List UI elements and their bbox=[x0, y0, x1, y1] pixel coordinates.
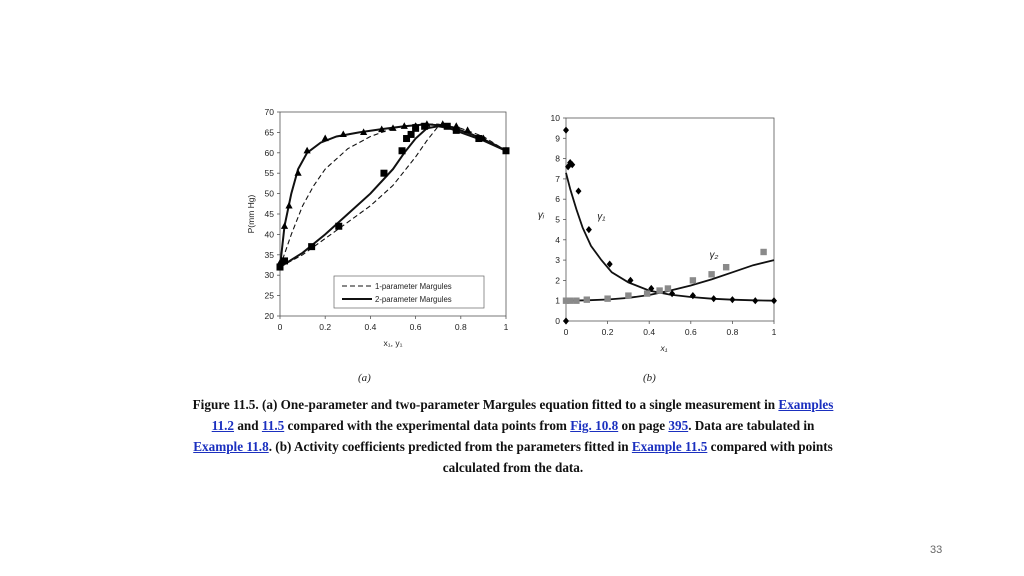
chart-b-square-point bbox=[760, 249, 766, 255]
page-number: 33 bbox=[930, 544, 943, 556]
caption-text: and bbox=[234, 418, 262, 433]
chart-b-y-tick-label: 9 bbox=[555, 133, 560, 144]
chart-b-annotation-gamma2: γ₂ bbox=[709, 250, 719, 262]
chart-a-triangle-point bbox=[322, 135, 329, 142]
chart-a-y-tick-label: 40 bbox=[264, 229, 274, 240]
chart-a-y-tick-label: 70 bbox=[264, 107, 274, 117]
caption-text: . Data are tabulated in bbox=[688, 418, 815, 433]
chart-b-y-tick-label: 4 bbox=[555, 234, 560, 245]
caption-text: Figure 11.5. (a) One-parameter and two-parameter Margules equation fitted to a single measurement in bbox=[192, 397, 779, 412]
chart-b-annotation-gamma1: γ₁ bbox=[597, 211, 606, 223]
chart-b-y-tick-label: 8 bbox=[555, 153, 560, 164]
chart-a-y-axis-label: P(mm Hg) bbox=[246, 194, 256, 234]
caption-text: compared with the experimental data points from bbox=[284, 418, 571, 433]
chart-a-legend-label: 2-parameter Margules bbox=[375, 295, 452, 304]
chart-b-y-tick-label: 1 bbox=[555, 295, 560, 306]
chart-a-triangle-point bbox=[281, 222, 288, 229]
chart-b-diamond-point bbox=[563, 127, 569, 134]
chart-b-series-1-line bbox=[566, 173, 774, 301]
link-11-5[interactable]: 11.5 bbox=[261, 418, 285, 433]
chart-a-square-point bbox=[277, 264, 284, 271]
chart-b-square-point bbox=[584, 296, 590, 302]
chart-b-x-tick-label: 1 bbox=[771, 327, 777, 337]
chart-a-sublabel: (a) bbox=[358, 372, 371, 384]
chart-a-square-point bbox=[444, 123, 451, 130]
chart-a-triangle-point bbox=[285, 202, 292, 209]
chart-b-x-tick-label: 0.8 bbox=[726, 327, 739, 337]
chart-a-y-tick-label: 50 bbox=[264, 188, 274, 199]
chart-a-square-point bbox=[399, 147, 406, 154]
chart-b-y-tick-label: 6 bbox=[555, 194, 560, 205]
chart-b-square-point bbox=[567, 298, 573, 304]
chart-a-y-tick-label: 45 bbox=[264, 209, 274, 219]
chart-a-x-tick-label: 0.8 bbox=[454, 322, 467, 332]
chart-a-x-tick-label: 0.4 bbox=[364, 322, 377, 332]
link-example-11-8[interactable]: Example 11.8 bbox=[193, 439, 269, 454]
link-examples-11-2[interactable]: Examples 11.2 bbox=[211, 397, 834, 433]
chart-a-square-point bbox=[380, 170, 387, 177]
chart-b-diamond-point bbox=[563, 317, 569, 324]
chart-a-square-point bbox=[503, 147, 510, 154]
chart-b-x-tick-label: 0.6 bbox=[684, 327, 697, 337]
chart-a-x-tick-label: 0.6 bbox=[409, 322, 422, 332]
chart-a-y-tick-label: 25 bbox=[264, 290, 274, 301]
chart-a-triangle-point bbox=[294, 169, 301, 176]
link-fig-10-8[interactable]: Fig. 10.8 bbox=[570, 418, 619, 433]
chart-a-y-tick-label: 35 bbox=[264, 249, 274, 260]
chart-b-y-tick-label: 3 bbox=[555, 255, 560, 266]
link-example-11-5[interactable]: Example 11.5 bbox=[631, 439, 708, 454]
chart-b-square-point bbox=[604, 295, 610, 301]
chart-b-diamond-point bbox=[771, 297, 777, 304]
chart-a-square-point bbox=[453, 127, 460, 134]
chart-a-triangle-point bbox=[464, 126, 471, 133]
chart-b-diamond-point bbox=[752, 297, 758, 304]
chart-a-triangle-point bbox=[340, 130, 347, 137]
chart-b-square-point bbox=[573, 298, 579, 304]
caption-text: compared with points calculated from the data. bbox=[442, 439, 833, 475]
chart-a-y-tick-label: 55 bbox=[264, 168, 274, 179]
chart-b-square-point bbox=[708, 271, 714, 277]
chart-b-square-point bbox=[656, 287, 662, 293]
chart-b-diamond-point bbox=[575, 187, 581, 194]
chart-b-x-axis-label: x₁ bbox=[660, 343, 668, 353]
chart-b-y-tick-label: 10 bbox=[550, 113, 560, 123]
chart-b-sublabel: (b) bbox=[643, 372, 656, 384]
chart-b-square-point bbox=[690, 277, 696, 283]
chart-b-diamond-point bbox=[711, 295, 717, 302]
chart-a-legend-label: 1-parameter Margules bbox=[375, 282, 452, 291]
chart-b-square-point bbox=[665, 285, 671, 291]
chart-a-square-point bbox=[421, 123, 428, 130]
chart-a-x-tick-label: 1 bbox=[503, 322, 509, 332]
chart-b-x-tick-label: 0.4 bbox=[643, 327, 656, 337]
caption-text: . (b) Activity coefficients predicted from the parameters fitted in bbox=[268, 439, 632, 454]
chart-a-x-axis-label: x₁, y₁ bbox=[383, 338, 403, 348]
chart-a-y-tick-label: 65 bbox=[264, 127, 274, 138]
link-page-395[interactable]: 395 bbox=[668, 418, 689, 433]
chart-a-square-point bbox=[412, 125, 419, 132]
chart-b-y-tick-label: 5 bbox=[555, 214, 560, 225]
chart-a-pt-xy bbox=[240, 100, 520, 362]
chart-a-square-point bbox=[308, 243, 315, 250]
chart-a-x-tick-label: 0 bbox=[277, 322, 283, 332]
chart-a-y-tick-label: 30 bbox=[264, 270, 274, 281]
chart-a-square-point bbox=[408, 131, 415, 138]
chart-b-square-point bbox=[625, 292, 631, 298]
chart-b-square-point bbox=[644, 290, 650, 296]
caption-text: on page bbox=[618, 418, 669, 433]
chart-b-activity bbox=[536, 108, 786, 360]
figure-caption bbox=[188, 394, 838, 478]
chart-b-square-point bbox=[723, 264, 729, 270]
chart-b-y-axis-label: γᵢ bbox=[537, 210, 545, 221]
chart-a-square-point bbox=[335, 223, 342, 230]
chart-b-y-tick-label: 7 bbox=[555, 173, 560, 184]
chart-b-diamond-point bbox=[586, 226, 592, 233]
chart-b-diamond-point bbox=[729, 296, 735, 303]
chart-a-square-point bbox=[281, 257, 288, 264]
chart-b-y-tick-label: 2 bbox=[555, 275, 560, 286]
chart-b-x-tick-label: 0.2 bbox=[601, 327, 614, 337]
chart-a-square-point bbox=[475, 135, 482, 142]
chart-a-x-tick-label: 0.2 bbox=[319, 322, 332, 332]
chart-a-y-tick-label: 20 bbox=[264, 311, 274, 321]
chart-a-y-tick-label: 60 bbox=[264, 147, 274, 158]
chart-b-y-tick-label: 0 bbox=[555, 316, 560, 326]
chart-b-x-tick-label: 0 bbox=[563, 327, 569, 337]
